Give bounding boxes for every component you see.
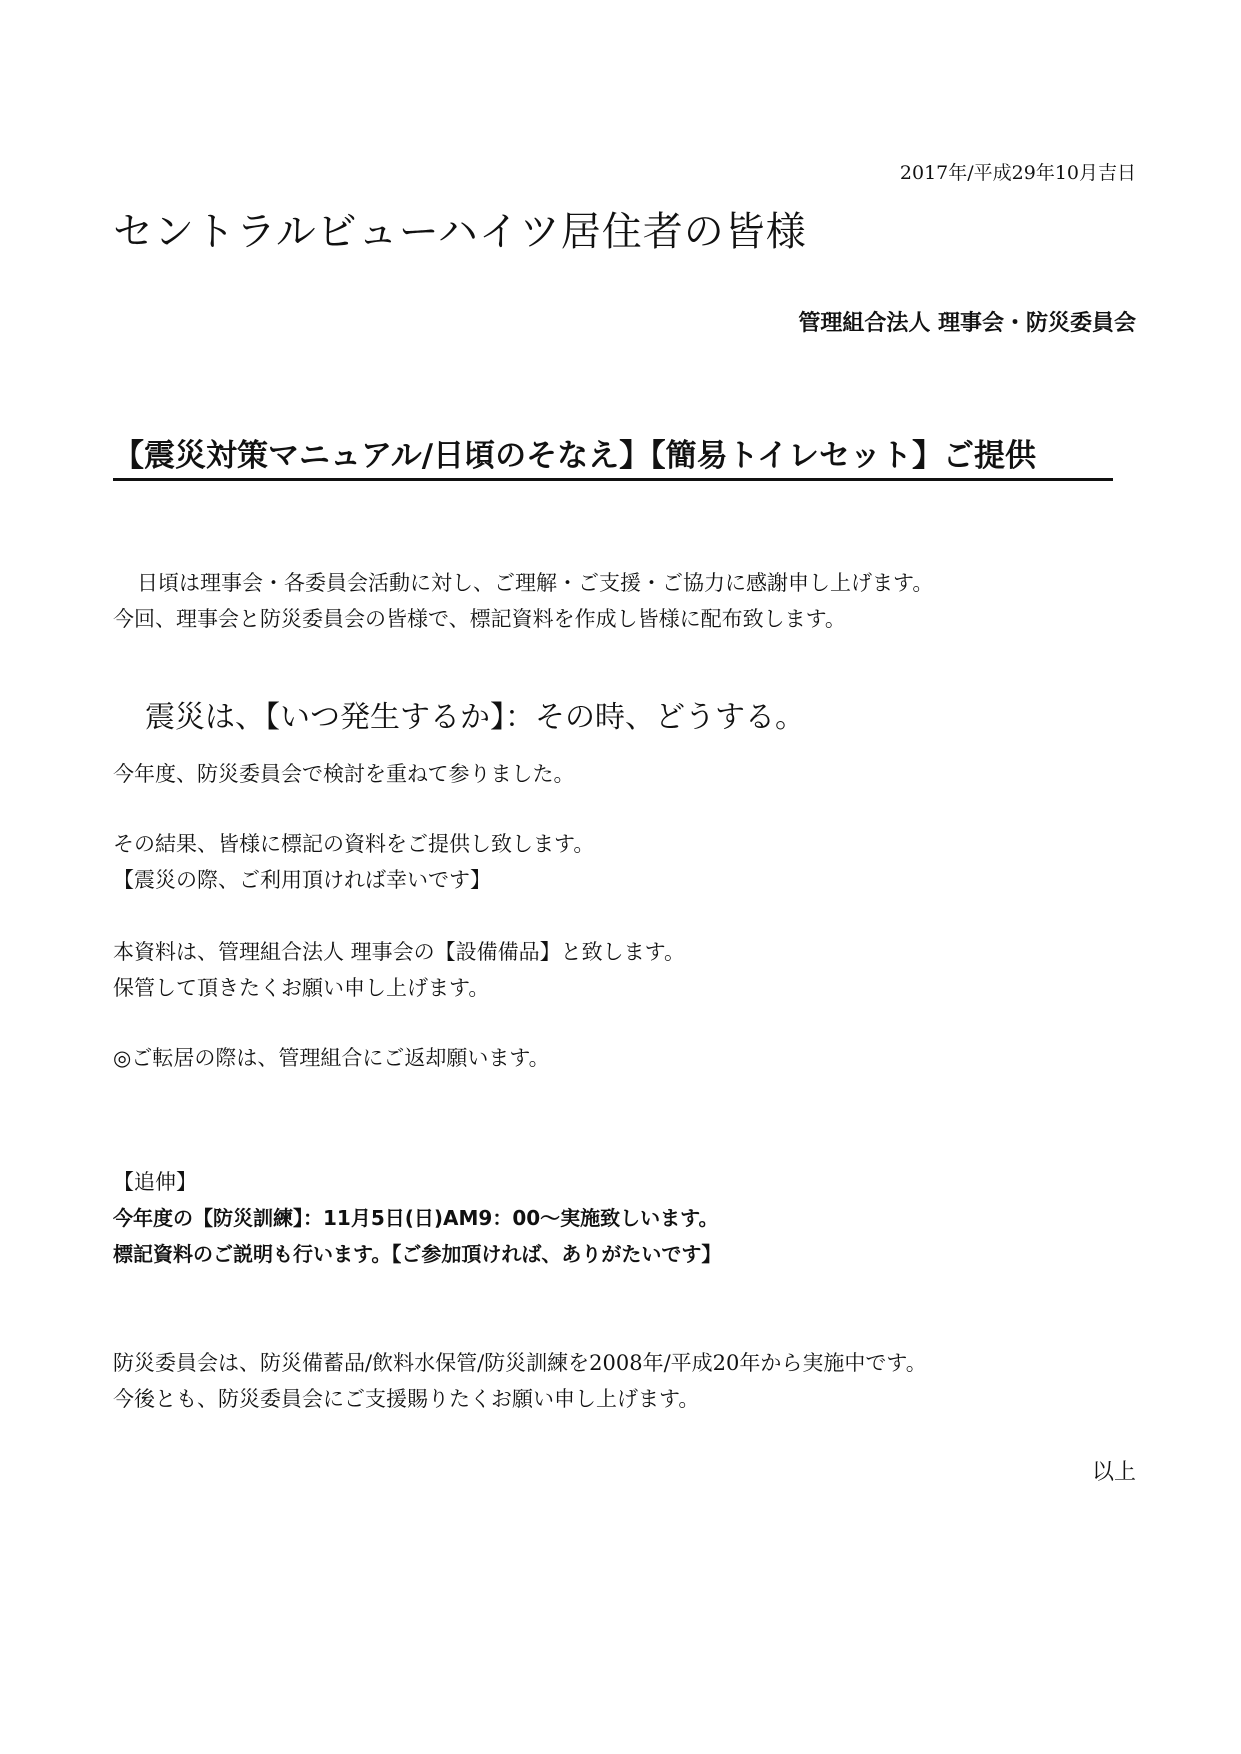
result-line: 【震災の際、ご利用頂ければ幸いです】 bbox=[113, 868, 491, 892]
postscript-line: 標記資料のご説明も行います。【ご参加頂ければ、ありがたいです】 bbox=[113, 1242, 722, 1266]
recipient-heading: セントラルビューハイツ居住者の皆様 bbox=[113, 209, 807, 255]
sender-line: 管理組合法人 理事会・防災委員会 bbox=[798, 311, 1136, 336]
activities-line: 今後とも、防災委員会にご支援賜りたくお願い申し上げます。 bbox=[113, 1387, 700, 1411]
postscript-label: 【追伸】 bbox=[113, 1170, 197, 1194]
postscript-line: 今年度の【防災訓練】：11月5日(日)AM9：00～実施致しいます。 bbox=[113, 1206, 719, 1230]
intro-line: 日頃は理事会・各委員会活動に対し、ご理解・ご支援・ご協力に感謝申し上げます。 bbox=[137, 571, 934, 595]
study-line: 今年度、防災委員会で検討を重ねて参りました。 bbox=[113, 762, 575, 786]
result-paragraph bbox=[113, 826, 594, 898]
postscript bbox=[113, 1164, 721, 1272]
result-line: その結果、皆様に標記の資料をご提供し致します。 bbox=[113, 832, 595, 856]
return-note-line: ◎ご転居の際は、管理組合にご返却願います。 bbox=[113, 1046, 550, 1070]
study-paragraph bbox=[113, 756, 574, 792]
equipment-line: 保管して頂きたくお願い申し上げます。 bbox=[113, 976, 490, 1000]
intro-line: 今回、理事会と防災委員会の皆様で、標記資料を作成し皆様に配布致します。 bbox=[113, 607, 846, 631]
closing-mark: 以上 bbox=[1091, 1460, 1136, 1485]
notice-headline: 【震災対策マニュアル/日頃のそなえ】【簡易トイレセット】ご提供 bbox=[113, 430, 1113, 481]
activities-paragraph bbox=[113, 1345, 927, 1417]
issue-date: 2017年/平成29年10月吉日 bbox=[899, 162, 1136, 184]
return-note bbox=[113, 1040, 550, 1076]
equipment-line: 本資料は、管理組合法人 理事会の【設備備品】と致します。 bbox=[113, 940, 685, 964]
earthquake-subheading: 震災は、【いつ発生するか】：その時、どうする。 bbox=[145, 700, 805, 735]
equipment-paragraph bbox=[113, 934, 685, 1006]
activities-line: 防災委員会は、防災備蓄品/飲料水保管/防災訓練を2008年/平成20年から実施中です。 bbox=[113, 1351, 927, 1375]
intro-paragraph bbox=[113, 565, 933, 637]
